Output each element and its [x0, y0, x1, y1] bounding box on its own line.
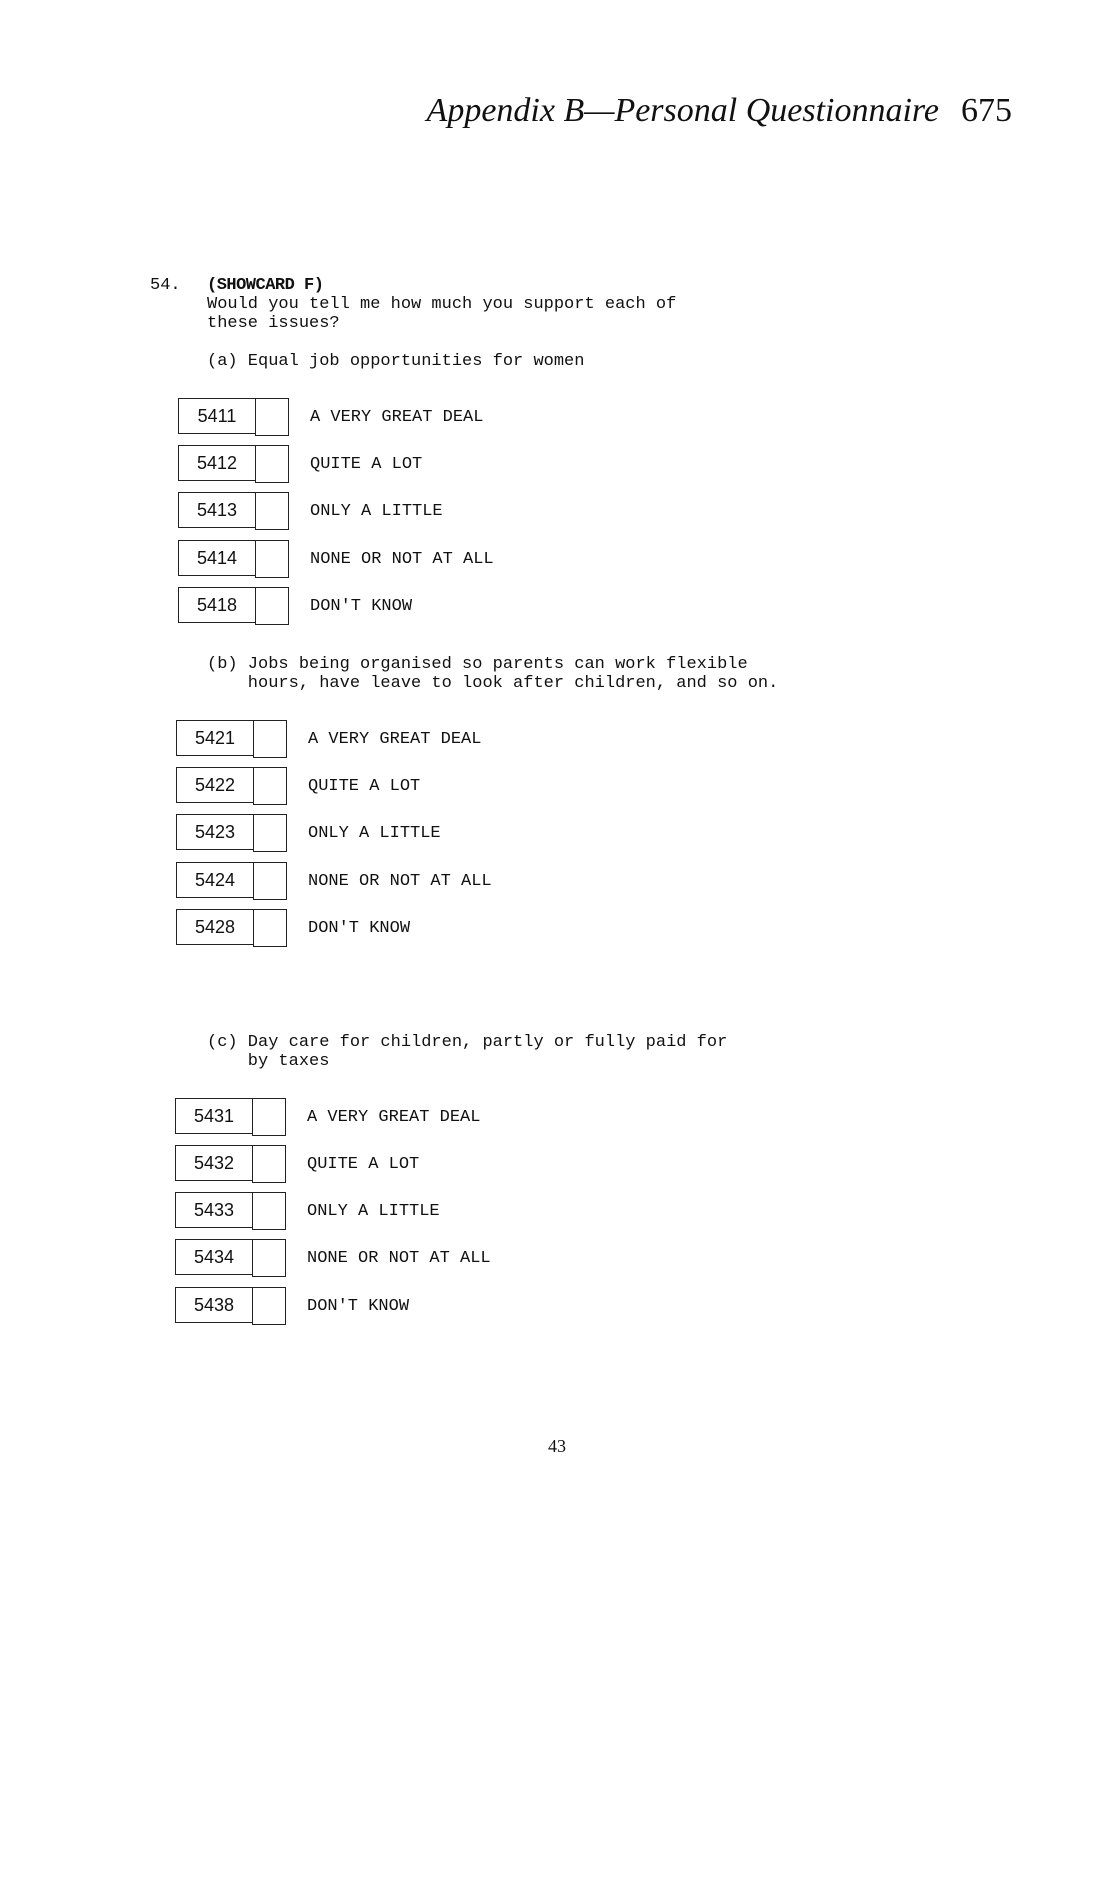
part-a-label: (a) Equal job opportunities for women — [207, 352, 585, 371]
option-label: ONLY A LITTLE — [310, 502, 443, 521]
answer-checkbox[interactable] — [255, 445, 289, 483]
answer-checkbox[interactable] — [253, 720, 287, 758]
header-page-number: 675 — [961, 92, 1012, 129]
option-label: DON'T KNOW — [310, 597, 413, 616]
answer-checkbox[interactable] — [252, 1239, 286, 1277]
part-b-label: (b) Jobs being organised so parents can work flexible hours, have leave to look after children, and so on. — [207, 655, 779, 693]
response-code: 5434 — [175, 1239, 253, 1275]
answer-checkbox[interactable] — [255, 398, 289, 436]
question-text-block — [207, 276, 676, 333]
response-code: 5431 — [175, 1098, 253, 1134]
option-label: QUITE A LOT — [307, 1155, 420, 1174]
header-title: Appendix B—Personal Questionnaire — [426, 92, 939, 129]
option-label: NONE OR NOT AT ALL — [308, 872, 492, 891]
option-label: NONE OR NOT AT ALL — [307, 1249, 491, 1268]
answer-checkbox[interactable] — [253, 862, 287, 900]
option-label: DON'T KNOW — [308, 919, 411, 938]
option-label: A VERY GREAT DEAL — [308, 730, 482, 749]
answer-checkbox[interactable] — [253, 767, 287, 805]
answer-checkbox[interactable] — [255, 587, 289, 625]
response-code: 5432 — [175, 1145, 253, 1181]
answer-checkbox[interactable] — [252, 1098, 286, 1136]
response-code: 5411 — [178, 398, 256, 434]
response-code: 5414 — [178, 540, 256, 576]
answer-checkbox[interactable] — [252, 1192, 286, 1230]
question-number: 54. — [150, 276, 181, 295]
option-label: A VERY GREAT DEAL — [307, 1108, 481, 1127]
question-text-line-2: these issues? — [207, 314, 340, 333]
response-code: 5438 — [175, 1287, 253, 1323]
option-label: ONLY A LITTLE — [308, 824, 441, 843]
option-label: QUITE A LOT — [308, 777, 421, 796]
answer-checkbox[interactable] — [252, 1145, 286, 1183]
response-code: 5428 — [176, 909, 254, 945]
part-c-label: (c) Day care for children, partly or fully paid for by taxes — [207, 1033, 728, 1071]
footer-page-number: 43 — [548, 1436, 566, 1456]
response-code: 5423 — [176, 814, 254, 850]
answer-checkbox[interactable] — [253, 814, 287, 852]
response-code: 5413 — [178, 492, 256, 528]
option-label: NONE OR NOT AT ALL — [310, 550, 494, 569]
response-code: 5412 — [178, 445, 256, 481]
option-label: QUITE A LOT — [310, 455, 423, 474]
answer-checkbox[interactable] — [255, 492, 289, 530]
question-text-line-1: Would you tell me how much you support each of — [207, 295, 677, 314]
response-code: 5418 — [178, 587, 256, 623]
response-code: 5424 — [176, 862, 254, 898]
option-label: ONLY A LITTLE — [307, 1202, 440, 1221]
response-code: 5433 — [175, 1192, 253, 1228]
answer-checkbox[interactable] — [252, 1287, 286, 1325]
answer-checkbox[interactable] — [253, 909, 287, 947]
page-header — [427, 92, 1012, 130]
option-label: A VERY GREAT DEAL — [310, 408, 484, 427]
showcard-label: (SHOWCARD F) — [207, 276, 324, 295]
option-label: DON'T KNOW — [307, 1297, 410, 1316]
response-code: 5422 — [176, 767, 254, 803]
response-code: 5421 — [176, 720, 254, 756]
answer-checkbox[interactable] — [255, 540, 289, 578]
